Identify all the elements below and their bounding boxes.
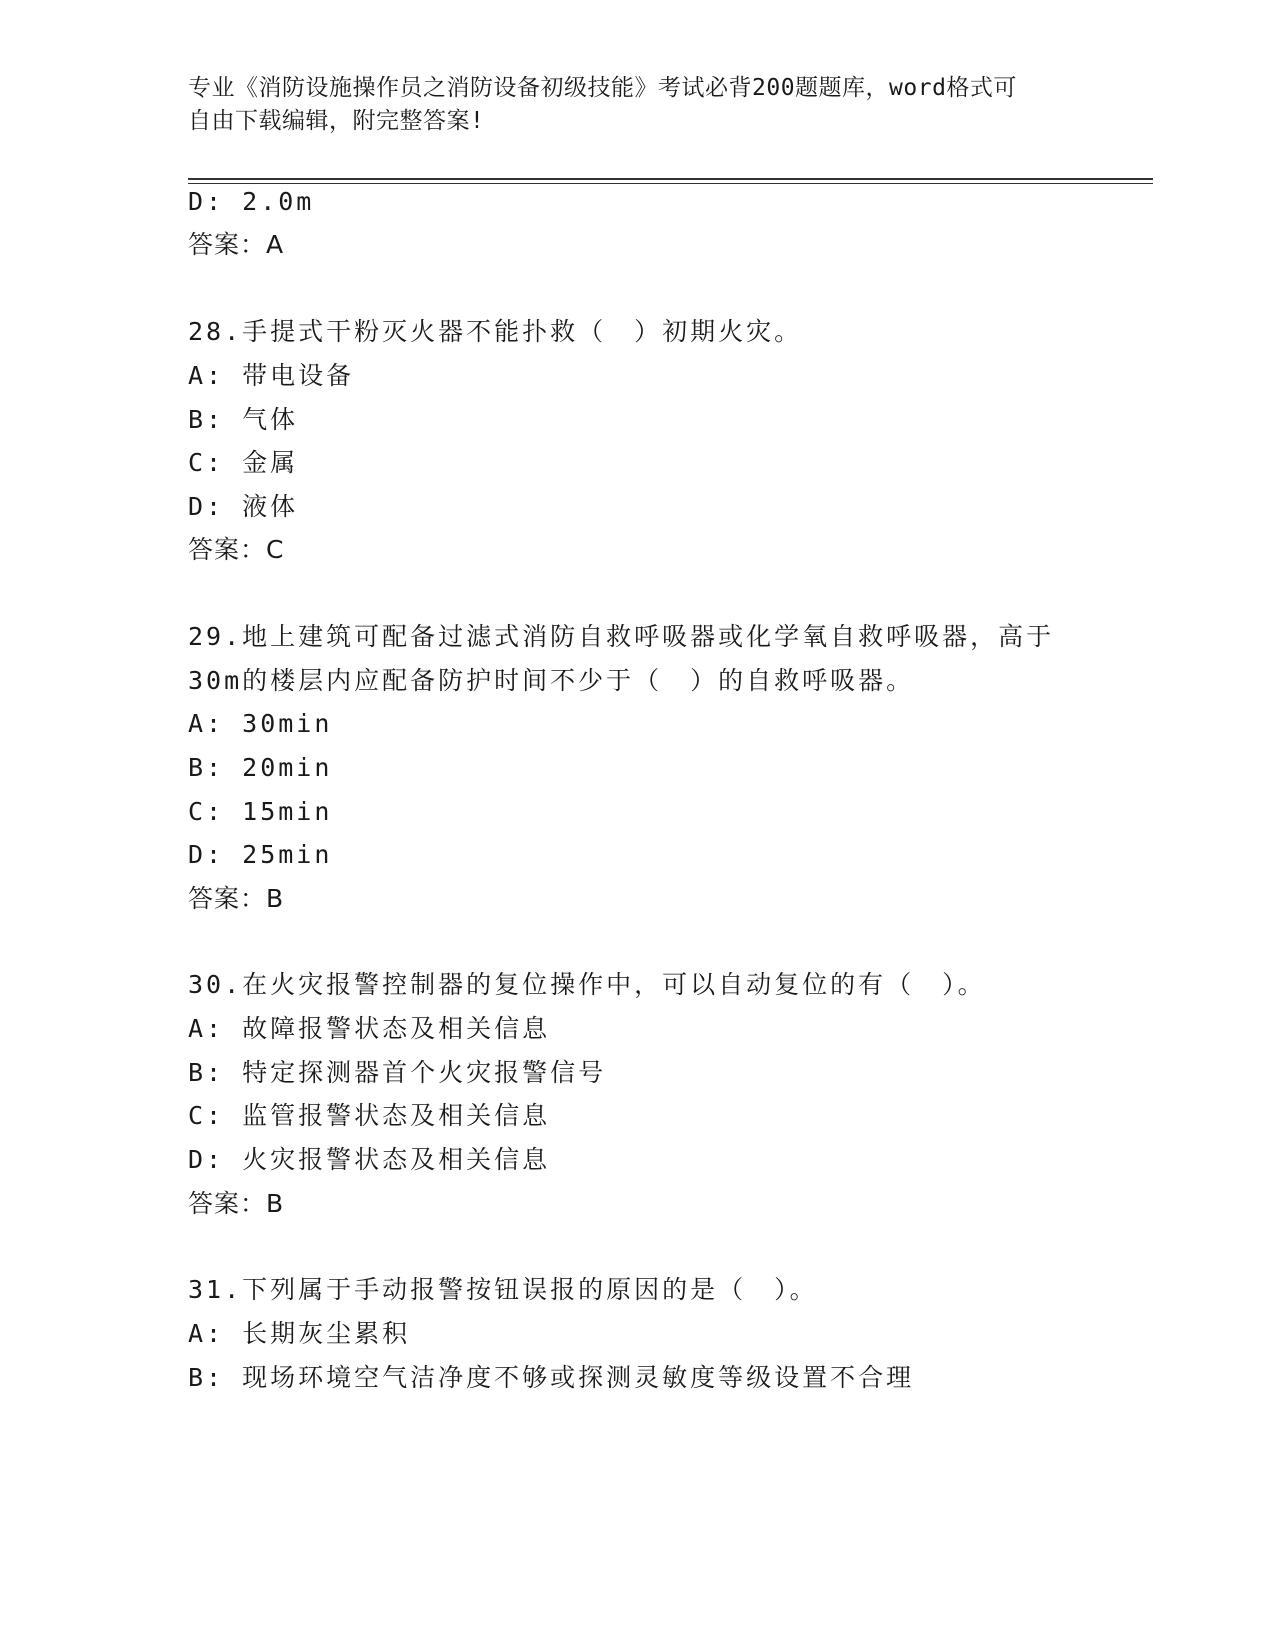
question-28-answer: 答案：C [188,535,285,564]
header-line-2: 自由下载编辑，附完整答案! [188,108,485,134]
question-29-option-a: A: 30min [188,709,333,738]
question-28-option-c: C: 金属 [188,448,299,477]
question-31-option-b: B: 现场环境空气洁净度不够或探测灵敏度等级设置不合理 [188,1363,915,1392]
question-29-option-c: C: 15min [188,797,333,826]
option-d: D: 2.0m [188,187,315,216]
question-30-option-a: A: 故障报警状态及相关信息 [188,1014,551,1043]
question-28-option-d: D: 液体 [188,492,299,521]
page-header [188,72,1068,138]
header-divider [188,178,1153,184]
question-28-stem: 28.手提式干粉灭火器不能扑救（ ）初期火灾。 [188,317,803,346]
question-31-stem: 31.下列属于手动报警按钮误报的原因的是（ ）。 [188,1275,818,1304]
question-28-option-b: B: 气体 [188,405,299,434]
question-29-stem-line-1: 29.地上建筑可配备过滤式消防自救呼吸器或化学氧自救呼吸器，高于 [188,622,1055,651]
question-29-stem-line-2: 30m的楼层内应配备防护时间不少于（ ）的自救呼吸器。 [188,666,915,695]
header-line-1: 专业《消防设施操作员之消防设备初级技能》考试必背200题题库，word格式可 [188,75,1017,101]
question-28-option-a: A: 带电设备 [188,361,355,390]
question-29-answer: 答案：B [188,884,285,913]
question-30-option-d: D: 火灾报警状态及相关信息 [188,1145,551,1174]
answer-label: 答案：A [188,230,285,259]
question-30-option-b: B: 特定探测器首个火灾报警信号 [188,1058,607,1087]
question-31-option-a: A: 长期灰尘累积 [188,1319,411,1348]
question-30-stem: 30.在火灾报警控制器的复位操作中，可以自动复位的有（ ）。 [188,970,986,999]
question-29-option-b: B: 20min [188,753,333,782]
question-30-answer: 答案：B [188,1189,285,1218]
question-29-option-d: D: 25min [188,840,333,869]
question-30-option-c: C: 监管报警状态及相关信息 [188,1101,551,1130]
